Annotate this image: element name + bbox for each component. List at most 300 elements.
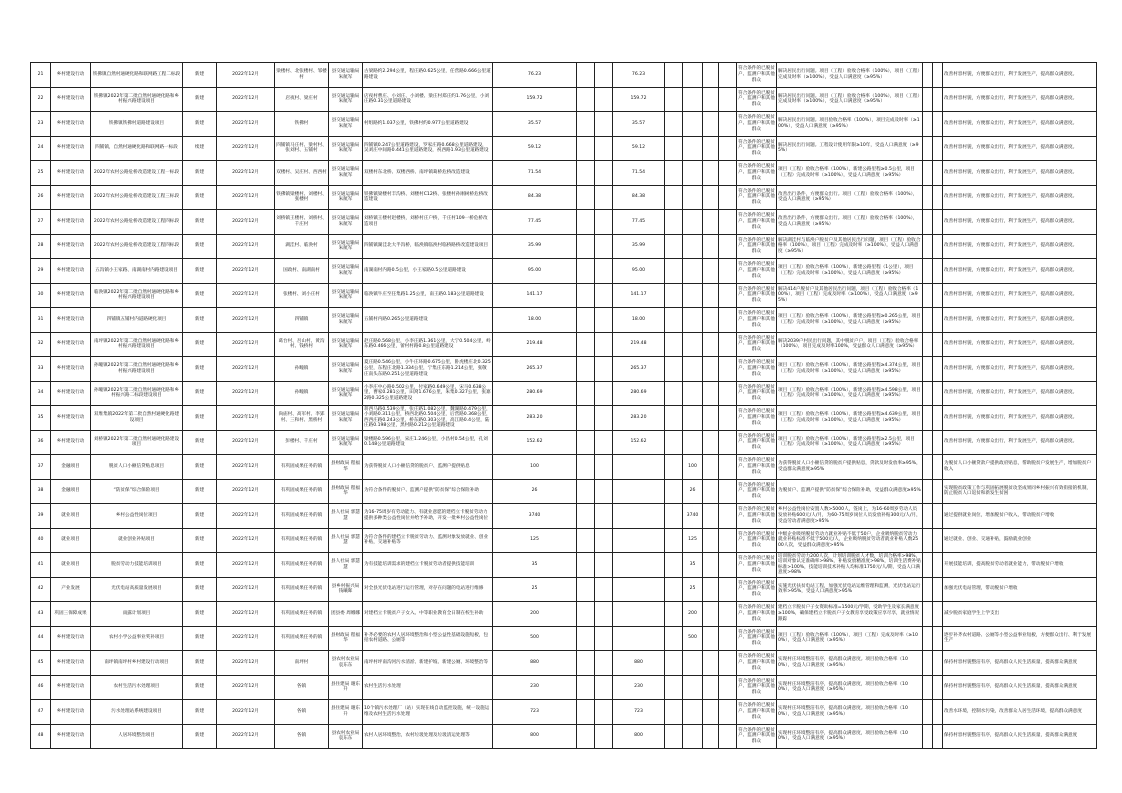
benefit-mechanism-cell: 通过就业、创业、交通补贴，鼓励就业创业 [943, 528, 1097, 553]
build-type-cell: 新建 [183, 185, 217, 210]
blank-cell [577, 185, 595, 210]
blank-cell [665, 332, 683, 357]
row-number-cell: 39 [31, 504, 51, 529]
blank-cell [665, 234, 683, 259]
row-number-cell: 36 [31, 430, 51, 455]
blank-cell [933, 234, 943, 259]
row-number-cell: 26 [31, 185, 51, 210]
build-type-cell: 新建 [183, 308, 217, 333]
performance-target-cell: 改善出行条件，方便群众出行。项目（工程）验收合格率（100%），受益人口满意度（≥95%） [777, 185, 923, 210]
project-name-cell: 铁佛镇自然村通硬化路和联网路工程二标段 [91, 63, 183, 88]
benefit-mechanism-cell: 改善村容村貌，方便群众出行，利于发展生产，提高群众满意度。 [943, 283, 1097, 308]
performance-target-cell: 实施光伏扶贫电站工程，加强光伏电站运维管理和监测，光伏电站运行效率>95%，受益人口满意度>95% [777, 577, 923, 602]
category-cell: 乡村建设行动 [51, 406, 91, 431]
beneficiary-link-cell: 符合条件的已脱贫户、监测户和其他群众 [737, 210, 777, 235]
table-row [31, 430, 1097, 455]
total-funds-cell: 723 [493, 700, 577, 725]
benefit-mechanism-cell: 开展技能培训，提高脱贫劳动者就业能力，带动脱贫户增收 [943, 553, 1097, 578]
completion-date-cell: 2022年12月 [217, 479, 275, 504]
blank-cell [719, 724, 737, 749]
performance-target-cell: 解决居民出行问题。项目（工程）验收合格率（100%），项目（工程）完成及时率（≥100%），受益人口满意度（≥95%） [777, 63, 923, 88]
completion-date-cell: 2022年12月 [217, 651, 275, 676]
beneficiary-link-cell: 符合条件的已脱贫户、监测户和其他群众 [737, 259, 777, 284]
completion-date-cell: 2022年12月 [217, 675, 275, 700]
county-funds-cell: 26 [683, 479, 703, 504]
provincial-funds-cell: 35.57 [613, 112, 665, 137]
blank-cell [665, 651, 683, 676]
project-name-cell: 光伏电站高质量发展项目 [91, 577, 183, 602]
beneficiary-link-cell: 符合条件的已脱贫户、监测户和其他群众 [737, 602, 777, 627]
provincial-funds-cell [613, 504, 665, 529]
completion-date-cell: 2022年12月 [217, 700, 275, 725]
project-name-cell: 四铺镇五铺村内道路硬化项目 [91, 308, 183, 333]
completion-date-cell: 2022年12月 [217, 283, 275, 308]
benefit-mechanism-cell: 改善村容村貌，方便群众出行，利于发展生产，提高群众满意度。 [943, 112, 1097, 137]
blank-cell [719, 136, 737, 161]
completion-date-cell: 2022年12月 [217, 406, 275, 431]
blank-cell [923, 504, 933, 529]
benefit-mechanism-cell: 通过提供就业岗位，增加脱贫户收入，带动脱贫户增收 [943, 504, 1097, 529]
project-name-cell: 2022年农村公路危桥改造建设工程一标段 [91, 161, 183, 186]
blank-cell [595, 136, 613, 161]
project-content-cell: 赵庄路0.568公里，小李庄路1.361公里，大宁0.504公里，岭东路0.466公里，蕾村村路0.8公里道路建设 [363, 332, 493, 357]
blank-cell [703, 308, 719, 333]
category-cell: 乡村建设行动 [51, 626, 91, 651]
location-cell: 张楼村、刘小庄村 [275, 283, 329, 308]
project-name-cell: 临涣镇2022年第二批自然村通硬化路和乡村振兴路建设项目 [91, 283, 183, 308]
blank-cell [665, 112, 683, 137]
location-cell: 有巩固成果任务的镇 [275, 626, 329, 651]
blank-cell [933, 185, 943, 210]
project-table-sheet [30, 62, 1096, 749]
category-cell: 乡村建设行动 [51, 332, 91, 357]
beneficiary-link-cell: 符合条件的已脱贫户、监测户和其他群众 [737, 185, 777, 210]
blank-cell [923, 112, 933, 137]
category-cell: 乡村建设行动 [51, 675, 91, 700]
blank-cell [577, 210, 595, 235]
blank-cell [665, 357, 683, 382]
project-name-cell: 四铺镇，自然村通硬化路和联网路一标段 [91, 136, 183, 161]
blank-cell [923, 479, 933, 504]
completion-date-cell: 2022年12月 [217, 528, 275, 553]
benefit-mechanism-cell: 改善村容村貌，方便群众出行，利于发展生产，提高群众满意度。 [943, 234, 1097, 259]
blank-cell [665, 161, 683, 186]
completion-date-cell: 2022年12月 [217, 455, 275, 480]
blank-cell [923, 553, 933, 578]
blank-cell [923, 185, 933, 210]
total-funds-cell: 283.20 [493, 406, 577, 431]
blank-cell [923, 234, 933, 259]
completion-date-cell: 2022年12月 [217, 553, 275, 578]
project-content-cell: 五铺村内路0.265公里道路建设 [363, 308, 493, 333]
build-type-cell: 新建 [183, 577, 217, 602]
benefit-mechanism-cell: 改善村容村貌，方便群众出行，利于发展生产，提高群众满意度。 [943, 332, 1097, 357]
project-content-cell: 为符合条件的脱贫户、监测户提供“防贫保”综合保险补助 [363, 479, 493, 504]
blank-cell [595, 528, 613, 553]
county-funds-cell [683, 724, 703, 749]
blank-cell [595, 700, 613, 725]
build-type-cell: 新建 [183, 87, 217, 112]
row-number-cell: 25 [31, 161, 51, 186]
benefit-mechanism-cell: 改善村容村貌，方便群众出行，利于发展生产，提高群众满意度。 [943, 161, 1097, 186]
blank-cell [719, 430, 737, 455]
category-cell: 乡村建设行动 [51, 234, 91, 259]
blank-cell [703, 430, 719, 455]
project-content-cell: 为有技能培训需求的建档立卡脱贫劳动者提供技能培训 [363, 553, 493, 578]
completion-date-cell: 2022年12月 [217, 136, 275, 161]
beneficiary-link-cell: 符合条件的已脱贫户、监测户和其他群众 [737, 430, 777, 455]
blank-cell [595, 332, 613, 357]
project-name-cell: 五沟镇小王家路、南湖南村内路建设项目 [91, 259, 183, 284]
completion-date-cell: 2022年12月 [217, 308, 275, 333]
responsible-unit-cell: 县交通运输局 朱航军 [329, 406, 363, 431]
build-type-cell: 新建 [183, 724, 217, 749]
table-row [31, 332, 1097, 357]
county-funds-cell: 200 [683, 602, 703, 627]
performance-target-cell: 培训脱贫劳动力200人次，计划培训脱贫人才数，培训合格率>98%，培训对象认定准确率>98%，补贴发放精准度>98%，培训生活费补贴标准>100%，技能培训技术补贴人均标准1750元/人/期，受益人口满意度>98% [778, 553, 921, 576]
county-funds-cell: 3740 [683, 504, 703, 529]
project-content-cell: 古梁路约2.294公里，程庄路0.625公里，任营路0.666公里道路建设 [363, 63, 493, 88]
project-name-cell: 南坪镇2022年第二批自然村通硬化路和乡村振兴路建设项目 [91, 332, 183, 357]
total-funds-cell: 280.69 [493, 381, 577, 406]
category-cell: 乡村建设行动 [51, 651, 91, 676]
blank-cell [595, 553, 613, 578]
blank-cell [933, 651, 943, 676]
blank-cell [923, 528, 933, 553]
project-content-cell: 刘桥镇王楼村赵楼桥，刘桥村庄户桥，千庄村109一桥危桥改造项目 [363, 210, 493, 235]
build-type-cell: 新建 [183, 430, 217, 455]
location-cell: 国政村、南湖南村 [275, 259, 329, 284]
table-row [31, 112, 1097, 137]
blank-cell [703, 161, 719, 186]
blank-cell [595, 479, 613, 504]
project-content-cell: 南湖南村内路0.5公里，小王家路0.5公里道路建设 [363, 259, 493, 284]
blank-cell [933, 700, 943, 725]
blank-cell [595, 63, 613, 88]
blank-cell [595, 504, 613, 529]
total-funds-cell: 100 [493, 455, 577, 480]
provincial-funds-cell: 283.20 [613, 406, 665, 431]
blank-cell [665, 185, 683, 210]
table-row [31, 675, 1097, 700]
project-name-cell: 乡村公益性岗位项目 [91, 504, 183, 529]
responsible-unit-cell: 县交通运输局 朱航军 [329, 210, 363, 235]
blank-cell [933, 381, 943, 406]
responsible-unit-cell: 县交通运输局 朱航军 [329, 381, 363, 406]
blank-cell [933, 161, 943, 186]
benefit-mechanism-cell: 改善村容村貌，方便群众出行，利于发展生产，提高群众满意度。 [943, 136, 1097, 161]
performance-target-cell: 解决居民出行问题。项目（工程）验收合格率（100%），项目（工程）完成及时率（≥100%），受益人口满意度（≥95%） [777, 87, 923, 112]
table-row [31, 381, 1097, 406]
beneficiary-link-cell: 符合条件的已脱贫户、监测户和其他群众 [737, 357, 777, 382]
blank-cell [577, 577, 595, 602]
build-type-cell: 新建 [183, 112, 217, 137]
blank-cell [595, 185, 613, 210]
blank-cell [719, 357, 737, 382]
total-funds-cell: 59.12 [493, 136, 577, 161]
county-funds-cell [683, 210, 703, 235]
project-content-cell: 梁楼路0.596公里，宋庄1.246公里，小昌村0.54公里，孔刘0.148公里道路建设 [363, 430, 493, 455]
provincial-funds-cell: 84.38 [613, 185, 665, 210]
row-number-cell: 27 [31, 210, 51, 235]
benefit-mechanism-cell: 改善村容村貌，方便群众出行，利于发展生产，提高群众满意度。 [943, 381, 1097, 406]
blank-cell [665, 136, 683, 161]
project-content-cell: 对全县光伏电站进行运行管理，对存在问题的电站进行维修 [363, 577, 493, 602]
row-number-cell: 31 [31, 308, 51, 333]
blank-cell [719, 675, 737, 700]
blank-cell [577, 234, 595, 259]
blank-cell [933, 675, 943, 700]
blank-cell [719, 283, 737, 308]
beneficiary-link-cell: 符合条件的已脱贫户、监测户和其他群众 [737, 528, 777, 553]
blank-cell [933, 430, 943, 455]
build-type-cell: 新建 [183, 381, 217, 406]
table-body [31, 63, 1097, 749]
beneficiary-link-cell: 符合条件的已脱贫户、监测户和其他群众 [737, 577, 777, 602]
beneficiary-link-cell: 符合条件的已脱贫户、监测户和其他群众 [737, 136, 777, 161]
project-content-cell: 农村生活污水处理 [363, 675, 493, 700]
project-name-cell: 铁佛镇2022年第二批自然村通硬化路和乡村振兴路建设项目 [91, 87, 183, 112]
blank-cell [665, 700, 683, 725]
performance-target-cell: 项目（工程）验收合格率（100%），新建公路里程≥0.265公里，项目（工程）完成及时率（≥100%），受益人口满意度（≥95%） [777, 308, 923, 333]
blank-cell [595, 308, 613, 333]
blank-cell [719, 479, 737, 504]
category-cell: 乡村建设行动 [51, 381, 91, 406]
blank-cell [665, 87, 683, 112]
responsible-unit-cell: 县交通运输局 朱航军 [329, 161, 363, 186]
completion-date-cell: 2022年12月 [217, 381, 275, 406]
table-row [31, 87, 1097, 112]
project-content-cell: 四铺镇0.247公里道路建设，罗家庄路0.668公里道路建设，吴刘庄中间路0.441公里道路建设，祝西路1.93公里道路建设 [363, 136, 493, 161]
blank-cell [923, 161, 933, 186]
blank-cell [719, 63, 737, 88]
table-row [31, 406, 1097, 431]
location-cell: 孙疃镇 [275, 357, 329, 382]
blank-cell [703, 234, 719, 259]
blank-cell [923, 602, 933, 627]
performance-target-cell: 解决居民出行问题。工程设计使用年限≥10年，受益人口满意度（≥95%） [777, 136, 923, 161]
total-funds-cell: 25 [493, 577, 577, 602]
category-cell: 乡村建设行动 [51, 283, 91, 308]
responsible-unit-cell: 县交通运输局 朱航军 [329, 283, 363, 308]
performance-target-cell: 中级企业吸纳脱贫劳动力就业补贴不低于50户，企业吸纳脱贫劳动力就业补贴标准不低于500元/人，企业吸纳脱贫劳动者就业补贴人数2500人次，受益群众满意度>95% [777, 528, 923, 553]
blank-cell [933, 455, 943, 480]
responsible-unit-cell: 县农村农业局 袁东东 [329, 724, 363, 749]
blank-cell [595, 87, 613, 112]
category-cell: 乡村建设行动 [51, 136, 91, 161]
blank-cell [595, 430, 613, 455]
provincial-funds-cell: 265.37 [613, 357, 665, 382]
county-funds-cell [683, 136, 703, 161]
blank-cell [577, 308, 595, 333]
performance-target-cell: 项目（工程）验收合格率（100%），新建公路里程≥4.598公里，项目（工程）完成及时率（≥100%），受益人口满意度（≥95%） [777, 381, 923, 406]
table-row [31, 626, 1097, 651]
total-funds-cell: 84.38 [493, 185, 577, 210]
project-content-cell: 四铺镇湖洼北大半沟桥，临涣镇临涣村临桥路桥改造建设项目 [363, 234, 493, 259]
row-number-cell: 46 [31, 675, 51, 700]
blank-cell [577, 602, 595, 627]
performance-target-cell: 项目（工程）验收合格率（100%），项目（工程）完成及时率（≥100%），受益人口满意度（≥95%） [777, 626, 923, 651]
blank-cell [923, 308, 933, 333]
build-type-cell: 新建 [183, 283, 217, 308]
blank-cell [595, 161, 613, 186]
blank-cell [577, 724, 595, 749]
blank-cell [923, 136, 933, 161]
provincial-funds-cell: 230 [613, 675, 665, 700]
location-cell: 葛台村、吾山村、黄沟村、钱桥村 [275, 332, 329, 357]
row-number-cell: 33 [31, 357, 51, 382]
blank-cell [923, 577, 933, 602]
county-funds-cell [683, 259, 703, 284]
blank-cell [577, 112, 595, 137]
beneficiary-link-cell: 符合条件的已脱贫户、监测户和其他群众 [737, 308, 777, 333]
location-cell: 有巩固成果任务的镇 [275, 455, 329, 480]
blank-cell [577, 87, 595, 112]
responsible-unit-cell: 团县委 周娜娜 [329, 602, 363, 627]
project-content-cell: 南坪村坪南沟河污水清淤、新建护坡、新建公厕、环境整治等 [363, 651, 493, 676]
responsible-unit-cell: 县交通运输局 朱航军 [329, 63, 363, 88]
blank-cell [923, 724, 933, 749]
provincial-funds-cell: 77.45 [613, 210, 665, 235]
location-cell: 四铺镇马庄村、梁村村、张刘村、五铺村 [275, 136, 329, 161]
blank-cell [703, 406, 719, 431]
blank-cell [923, 332, 933, 357]
provincial-funds-cell [613, 577, 665, 602]
blank-cell [665, 528, 683, 553]
blank-cell [719, 234, 737, 259]
blank-cell [719, 651, 737, 676]
build-type-cell: 新建 [183, 234, 217, 259]
build-type-cell: 新建 [183, 553, 217, 578]
table-row [31, 528, 1097, 553]
blank-cell [933, 308, 943, 333]
location-cell: 各镇 [275, 724, 329, 749]
blank-cell [933, 357, 943, 382]
responsible-unit-cell: 县人社局 郭慧慧 [329, 504, 363, 529]
location-cell: 各镇 [275, 675, 329, 700]
total-funds-cell: 265.37 [493, 357, 577, 382]
completion-date-cell: 2022年12月 [217, 234, 275, 259]
county-funds-cell [683, 283, 703, 308]
row-number-cell: 35 [31, 406, 51, 431]
blank-cell [595, 259, 613, 284]
build-type-cell: 新建 [183, 357, 217, 382]
county-funds-cell [683, 161, 703, 186]
total-funds-cell: 141.17 [493, 283, 577, 308]
blank-cell [577, 283, 595, 308]
blank-cell [719, 455, 737, 480]
county-funds-cell: 35 [683, 553, 703, 578]
project-name-cell: 脱贫劳动力技能培训项目 [91, 553, 183, 578]
blank-cell [595, 406, 613, 431]
blank-cell [933, 136, 943, 161]
blank-cell [577, 651, 595, 676]
blank-cell [595, 283, 613, 308]
build-type-cell: 新建 [183, 479, 217, 504]
blank-cell [719, 626, 737, 651]
total-funds-cell: 18.00 [493, 308, 577, 333]
county-funds-cell [683, 357, 703, 382]
blank-cell [577, 357, 595, 382]
row-number-cell: 30 [31, 283, 51, 308]
row-number-cell: 43 [31, 602, 51, 627]
provincial-funds-cell [613, 626, 665, 651]
performance-target-cell: 改善出行条件，方便群众出行。项目（工程）验收合格率（100%），受益人口满意度（≥95%） [777, 210, 923, 235]
completion-date-cell: 2022年12月 [217, 332, 275, 357]
build-type-cell: 新建 [183, 602, 217, 627]
build-type-cell: 新建 [183, 700, 217, 725]
completion-date-cell: 2022年12月 [217, 577, 275, 602]
blank-cell [719, 161, 737, 186]
blank-cell [703, 577, 719, 602]
table-row [31, 504, 1097, 529]
blank-cell [703, 357, 719, 382]
total-funds-cell: 200 [493, 602, 577, 627]
blank-cell [665, 479, 683, 504]
provincial-funds-cell [613, 528, 665, 553]
beneficiary-link-cell: 符合条件的已脱贫户、监测户和其他群众 [737, 112, 777, 137]
row-number-cell: 48 [31, 724, 51, 749]
project-content-cell: 店夜村曹庄、小刘庄、小刘楼、梁庄村郑庄约1.76公里，小刘庄路0.31公里道路建设 [363, 87, 493, 112]
total-funds-cell: 219.48 [493, 332, 577, 357]
county-funds-cell [683, 234, 703, 259]
blank-cell [923, 430, 933, 455]
blank-cell [933, 87, 943, 112]
project-name-cell: 污水处理站系统建设项目 [91, 700, 183, 725]
blank-cell [703, 259, 719, 284]
table-row [31, 700, 1097, 725]
benefit-mechanism-cell: 改善村容村貌，方便群众出行，利于发展生产，提高群众满意度。 [943, 357, 1097, 382]
build-type-cell: 新建 [183, 675, 217, 700]
beneficiary-link-cell: 符合条件的已脱贫户、监测户和其他群众 [737, 381, 777, 406]
location-cell: 有巩固成果任务的镇 [275, 504, 329, 529]
blank-cell [703, 185, 719, 210]
responsible-unit-cell: 县农村农业局 袁东东 [329, 651, 363, 676]
provincial-funds-cell [613, 602, 665, 627]
row-number-cell: 41 [31, 553, 51, 578]
blank-cell [595, 626, 613, 651]
provincial-funds-cell: 800 [613, 724, 665, 749]
project-content-cell: 农村人居环境整治，农村垃圾处理及垃圾清运处理等 [363, 724, 493, 749]
location-cell: 有巩固成果任务的镇 [275, 602, 329, 627]
category-cell: 金融项目 [51, 479, 91, 504]
blank-cell [719, 259, 737, 284]
blank-cell [703, 332, 719, 357]
category-cell: 就业项目 [51, 528, 91, 553]
benefit-mechanism-cell: 保持村容村貌整洁有序，提高群众人民生活质量，提高群众满意度 [943, 651, 1097, 676]
blank-cell [577, 332, 595, 357]
blank-cell [923, 357, 933, 382]
beneficiary-link-cell: 符合条件的已脱贫户、监测户和其他群众 [737, 87, 777, 112]
blank-cell [933, 259, 943, 284]
blank-cell [577, 700, 595, 725]
performance-target-cell: 项目（工程）验收合格率（100%），新建公路里程≥0.5公里，项目（工程）完成及时率（≥100%），受益人口满意度（≥95%） [777, 161, 923, 186]
project-content-cell: 夏庄路0.546公里，小牛庄环路0.675公里，卧虎楼庄北0.325公里，东程庄北路1.334公里，宁集庄东路1.214公里，张敬庄南头东路0.251公里道路建设 [363, 357, 493, 382]
beneficiary-link-cell: 符合条件的已脱贫户、监测户和其他群众 [737, 406, 777, 431]
performance-target-cell: 为获得脱贫人口小额信贷的脱贫户提供贴息，贷款及时发放率≥95%，受益群众满意度≥95% [777, 455, 923, 480]
category-cell: 乡村建设行动 [51, 700, 91, 725]
total-funds-cell: 125 [493, 528, 577, 553]
blank-cell [577, 553, 595, 578]
location-cell: 有巩固成果任务的镇 [275, 553, 329, 578]
blank-cell [665, 63, 683, 88]
blank-cell [703, 381, 719, 406]
project-name-cell: 农村生活污水处理项目 [91, 675, 183, 700]
blank-cell [665, 259, 683, 284]
benefit-mechanism-cell: 逐步补齐农村道路、公厕等小型公益事业短板，方便群众出行、利于发展生产 [943, 626, 1097, 651]
blank-cell [933, 602, 943, 627]
project-name-cell: 铁佛镇铁佛村道路建设项目 [91, 112, 183, 137]
